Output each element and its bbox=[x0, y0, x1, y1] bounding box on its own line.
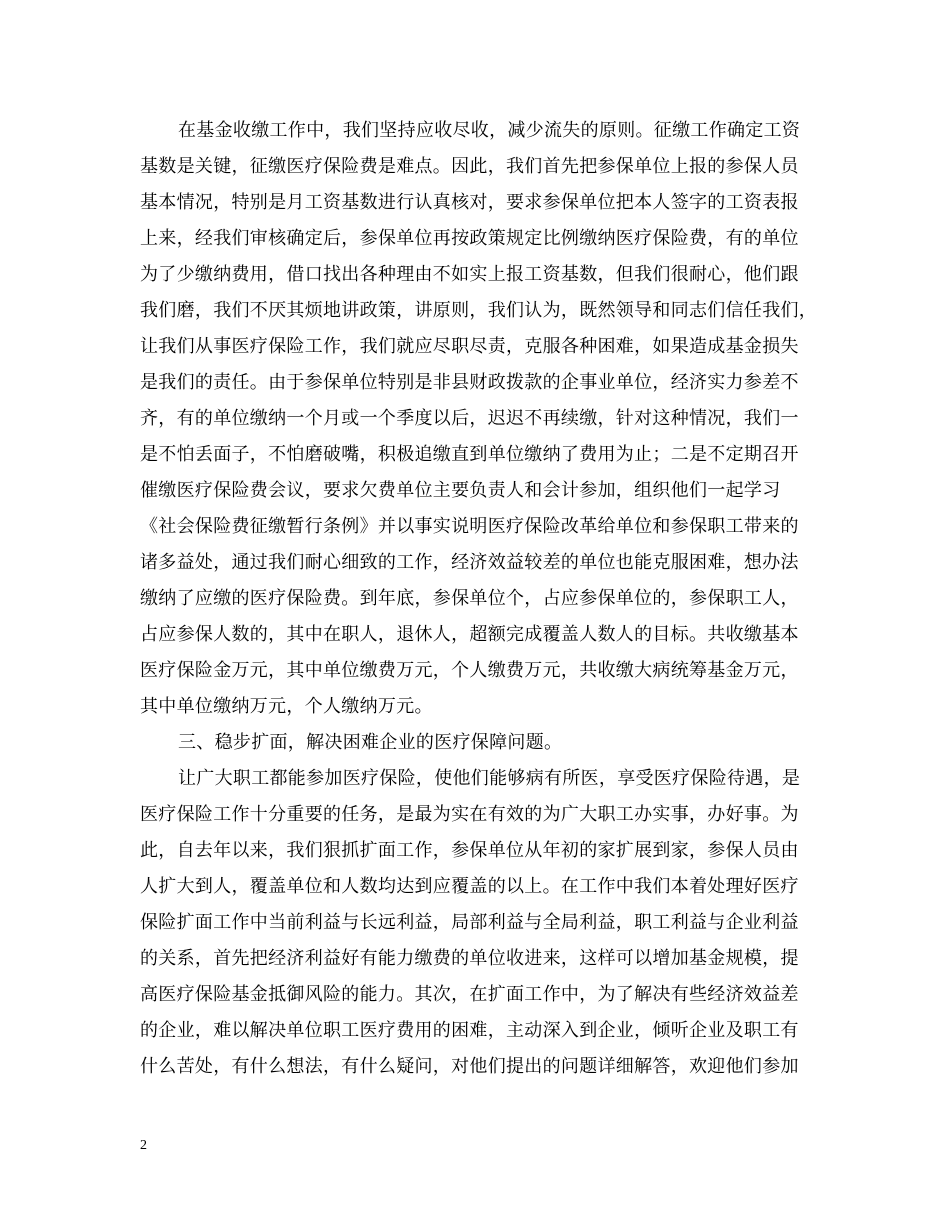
text-line: 诸多益处，通过我们耐心细致的工作，经济效益较差的单位也能克服困难，想办法 bbox=[140, 552, 799, 573]
text-line: 催缴医疗保险费会议，要求欠费单位主要负责人和会计参加，组织他们一起学习 bbox=[140, 480, 781, 501]
text-line: 高医疗保险基金抵御风险的能力。其次，在扩面工作中，为了解决有些经济效益差 bbox=[140, 984, 799, 1005]
text-line: 的企业，难以解决单位职工医疗费用的困难，主动深入到企业，倾听企业及职工有 bbox=[140, 1020, 799, 1041]
text-line: 在基金收缴工作中，我们坚持应收尽收，减少流失的原则。征缴工作确定工资 bbox=[178, 120, 801, 141]
text-line: 缴纳了应缴的医疗保险费。到年底，参保单位个，占应参保单位的，参保职工人， bbox=[140, 588, 799, 609]
text-line: 是我们的责任。由于参保单位特别是非县财政拨款的企事业单位，经济实力参差不 bbox=[140, 372, 799, 393]
text-line: 我们磨，我们不厌其烦地讲政策，讲原则，我们认为，既然领导和同志们信任我们， bbox=[140, 300, 818, 321]
text-line: 上来，经我们审核确定后，参保单位再按政策规定比例缴纳医疗保险费，有的单位 bbox=[140, 228, 799, 249]
text-line: 医疗保险金万元，其中单位缴费万元，个人缴费万元，共收缴大病统筹基金万元， bbox=[140, 660, 799, 681]
page-number: 2 bbox=[140, 1138, 147, 1153]
text-line: 什么苦处，有什么想法，有什么疑问，对他们提出的问题详细解答，欢迎他们参加 bbox=[140, 1056, 799, 1077]
text-line: 的关系，首先把经济利益好有能力缴费的单位收进来，这样可以增加基金规模，提 bbox=[140, 948, 799, 969]
text-line: 是不怕丢面子，不怕磨破嘴，积极追缴直到单位缴纳了费用为止；二是不定期召开 bbox=[140, 444, 799, 465]
text-line: 基数是关键，征缴医疗保险费是难点。因此，我们首先把参保单位上报的参保人员 bbox=[140, 156, 799, 177]
text-line: 占应参保人数的，其中在职人，退休人，超额完成覆盖人数人的目标。共收缴基本 bbox=[140, 624, 799, 645]
text-line: 齐，有的单位缴纳一个月或一个季度以后，迟迟不再续缴，针对这种情况，我们一 bbox=[140, 408, 799, 429]
text-line: 基本情况，特别是月工资基数进行认真核对，要求参保单位把本人签字的工资表报 bbox=[140, 192, 799, 213]
text-line: 人扩大到人，覆盖单位和人数均达到应覆盖的以上。在工作中我们本着处理好医疗 bbox=[140, 876, 799, 897]
section-heading: 三、稳步扩面，解决困难企业的医疗保障问题。 bbox=[178, 732, 563, 753]
text-line: 其中单位缴纳万元，个人缴纳万元。 bbox=[140, 696, 433, 717]
text-line: 让我们从事医疗保险工作，我们就应尽职尽责，克服各种困难，如果造成基金损失 bbox=[140, 336, 799, 357]
text-line: 《社会保险费征缴暂行条例》并以事实说明医疗保险改革给单位和参保职工带来的 bbox=[140, 516, 799, 537]
text-line: 保险扩面工作中当前利益与长远利益，局部利益与全局利益，职工利益与企业利益 bbox=[140, 912, 799, 933]
text-line: 为了少缴纳费用，借口找出各种理由不如实上报工资基数，但我们很耐心，他们跟 bbox=[140, 264, 799, 285]
text-line: 此，自去年以来，我们狠抓扩面工作，参保单位从年初的家扩展到家，参保人员由 bbox=[140, 840, 799, 861]
text-line: 让广大职工都能参加医疗保险，使他们能够病有所医，享受医疗保险待遇，是 bbox=[178, 768, 801, 789]
text-line: 医疗保险工作十分重要的任务，是最为实在有效的为广大职工办实事，办好事。为 bbox=[140, 804, 799, 825]
